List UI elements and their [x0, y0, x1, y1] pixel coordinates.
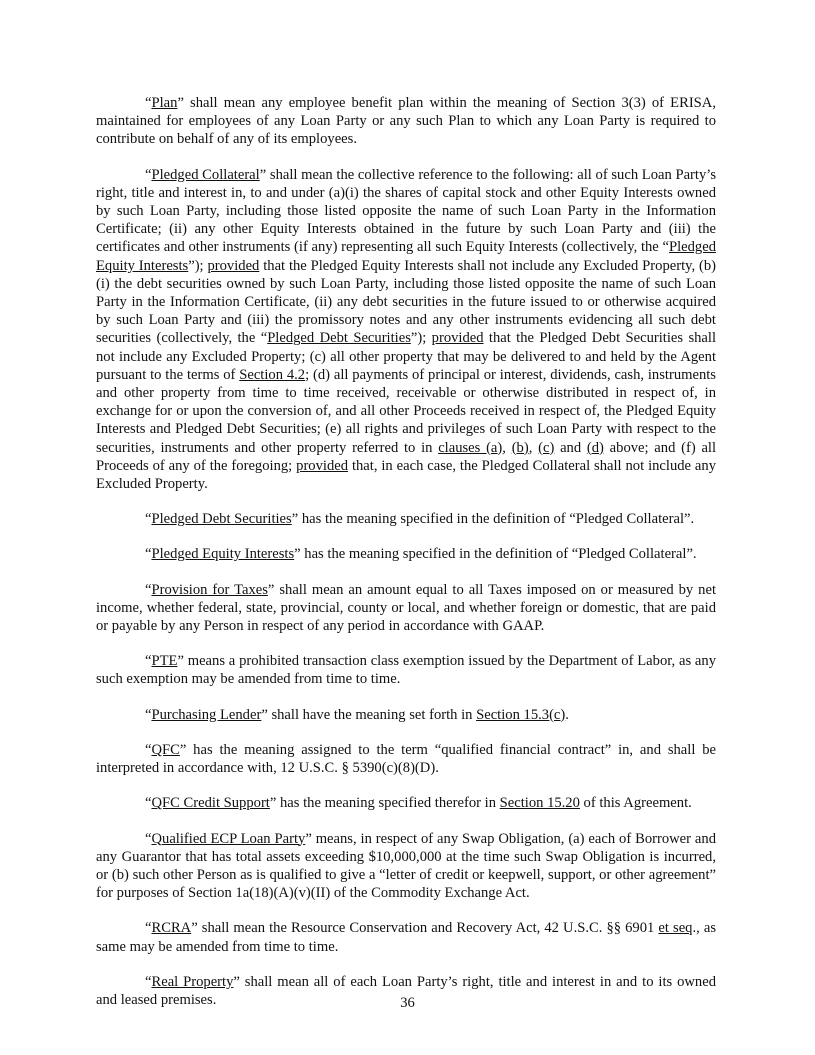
definition-text: “	[145, 95, 152, 111]
definition-text: ” shall mean the Resource Conservation and Recovery Act, 42 U.S.C. §§ 6901	[191, 920, 659, 937]
definition-text: “	[145, 546, 152, 563]
defined-term: Real Property	[151, 973, 234, 990]
definition-text: ” has the meaning specified therefor in	[269, 795, 500, 812]
page-number: 36	[400, 995, 415, 1011]
defined-term: Pledged Collateral	[151, 166, 260, 183]
definition-text: ” has the meaning specified in the definition of “Pledged Collateral”.	[294, 546, 697, 563]
defined-term: PTE	[151, 653, 178, 670]
definition-text: ” shall have the meaning set forth in	[261, 706, 477, 723]
definition-purchasing-lender	[96, 706, 716, 724]
definition-text: of this Agreement.	[579, 795, 692, 812]
definition-pledged-debt-securities	[96, 510, 716, 528]
definition-text: that the Pledged Equity Interests shall not include any Excluded Property, (b)(i) the debt securities owned by such Loan Party, including those listed opposite the name of such Loan Party in the Information Certificate, (ii) any debt securities in the future issued to or otherwise acquired by such Loan Party and (iii) the promissory notes and any other instruments evidencing all such debt securities (collectively, the “	[96, 257, 716, 347]
defined-term: RCRA	[151, 920, 192, 937]
definition-text: “	[145, 830, 152, 847]
defined-term: provided	[296, 457, 349, 474]
defined-term: Qualified ECP Loan Party	[151, 830, 306, 847]
defined-term: Section 15.3(c)	[476, 706, 566, 723]
definition-text: that the Pledged Debt Securities shall not include any Excluded Property; (c) all other property that may be delivered to and held by the Agent pursuant to the terms of	[96, 330, 717, 383]
definition-text: ” shall mean an amount equal to all Taxes imposed on or measured by net income, whether federal, state, provincial, county or local, and whether foreign or domestic, that are paid or payable by any Person in respect of any period in accordance with GAAP.	[96, 581, 717, 635]
definition-text: “	[145, 795, 152, 812]
definition-text: ” means, in respect of any Swap Obligation, (a) each of Borrower and any Guarantor that has total assets exceeding $10,000,000 at the time such Swap Obligation is incurred, or (b) such other Person as is qualified to give a “letter of credit or keepwell, support, or other agreement” for purposes of Section 1a(18)(A)(v)(II) of the Commodity Exchange Act.	[96, 830, 716, 902]
definition-text: ., as same may be amended from time to time.	[96, 920, 716, 955]
definition-text: ” shall mean all of each Loan Party’s right, title and interest in and to its owned and leased premises.	[96, 973, 717, 1008]
defined-term: Section 4.2	[239, 366, 306, 383]
defined-term: (c)	[538, 439, 555, 456]
definition-text: ”);	[410, 330, 432, 347]
defined-term: QFC	[151, 741, 180, 758]
definition-text: ” has the meaning specified in the definition of “Pledged Collateral”.	[291, 511, 695, 528]
definition-text: “	[145, 581, 152, 598]
definition-text: ,	[528, 439, 539, 456]
definition-text: ” means a prohibited transaction class exemption issued by the Department of Labor, as any such exemption may be amended from time to time.	[96, 653, 716, 688]
defined-term: (d)	[586, 439, 604, 456]
definition-text: ” has the meaning assigned to the term “qualified financial contract” in, and shall be interpreted in accordance with, 12 U.S.C. § 5390(c)(8)(D).	[96, 741, 716, 777]
definition-plan	[96, 94, 716, 149]
defined-term: Plan	[151, 95, 178, 111]
defined-term: Pledged Debt Securities	[151, 511, 292, 528]
definition-pledged-collateral	[96, 166, 716, 494]
definition-pte	[96, 652, 716, 688]
defined-term: clauses (a)	[438, 439, 503, 456]
definition-qfc-credit-support	[96, 794, 716, 812]
definition-text: “	[145, 973, 152, 990]
defined-term: Pledged Debt Securities	[267, 330, 411, 347]
definition-pledged-equity-interests	[96, 545, 716, 563]
definition-text: “	[145, 920, 152, 937]
definition-text: “	[145, 653, 152, 670]
definition-text: ” shall mean any employee benefit plan within the meaning of Section 3(3) of ERISA, maintained for employees of any Loan Party or any such Plan to which any Loan Party is required to contribute on behalf of any of its employees.	[96, 95, 716, 148]
definition-text: above; and (f) all Proceeds of any of the foregoing;	[96, 439, 717, 474]
definition-text: ”);	[188, 257, 208, 274]
definition-text: .	[565, 706, 569, 723]
document-body	[96, 94, 716, 1026]
defined-term: provided	[207, 257, 260, 274]
defined-term: provided	[431, 330, 484, 347]
defined-term: (b)	[511, 439, 529, 456]
defined-term: Pledged Equity Interests	[96, 239, 716, 274]
definition-qfc	[96, 741, 716, 777]
definition-rcra	[96, 919, 716, 955]
definition-text: that, in each case, the Pledged Collateral shall not include any Excluded Property.	[96, 457, 717, 493]
defined-term: et seq	[658, 920, 693, 937]
definition-text: “	[145, 166, 152, 183]
defined-term: Pledged Equity Interests	[151, 546, 295, 563]
definition-text: “	[145, 741, 152, 758]
defined-term: QFC Credit Support	[151, 795, 270, 812]
definition-text: ; (d) all payments of principal or interest, dividends, cash, instruments and other property from time to time received, receivable or otherwise distributed in respect of, in exchange for or upon the conversion of, and all other Proceeds received in respect of, the Pledged Equity Interests and Pledged Debt Securities; (e) all rights and privileges of such Loan Party with respect to the securities, instruments and other property referred to in	[96, 366, 716, 456]
defined-term: Purchasing Lender	[151, 706, 262, 723]
definition-text: ,	[502, 439, 512, 456]
defined-term: Provision for Taxes	[151, 581, 268, 598]
definition-text: “	[145, 706, 152, 723]
definition-qualified-ecp-loan-party	[96, 830, 716, 903]
definition-provision-for-taxes	[96, 581, 716, 636]
definition-text: ” shall mean the collective reference to the following: all of such Loan Party’s right, title and interest in, to and under (a)(i) the shares of capital stock and other Equity Interests owned by such Loan Party, including those listed opposite the name of such Loan Party in the Information Certificate; (ii) any other Equity Interests obtained in the future by such Loan Party and (iii) the certificates and other instruments (if any) representing all such Equity Interests (collectively, the “	[96, 166, 717, 256]
definition-text: “	[145, 511, 152, 528]
definition-text: and	[554, 439, 587, 456]
defined-term: Section 15.20	[499, 795, 580, 812]
